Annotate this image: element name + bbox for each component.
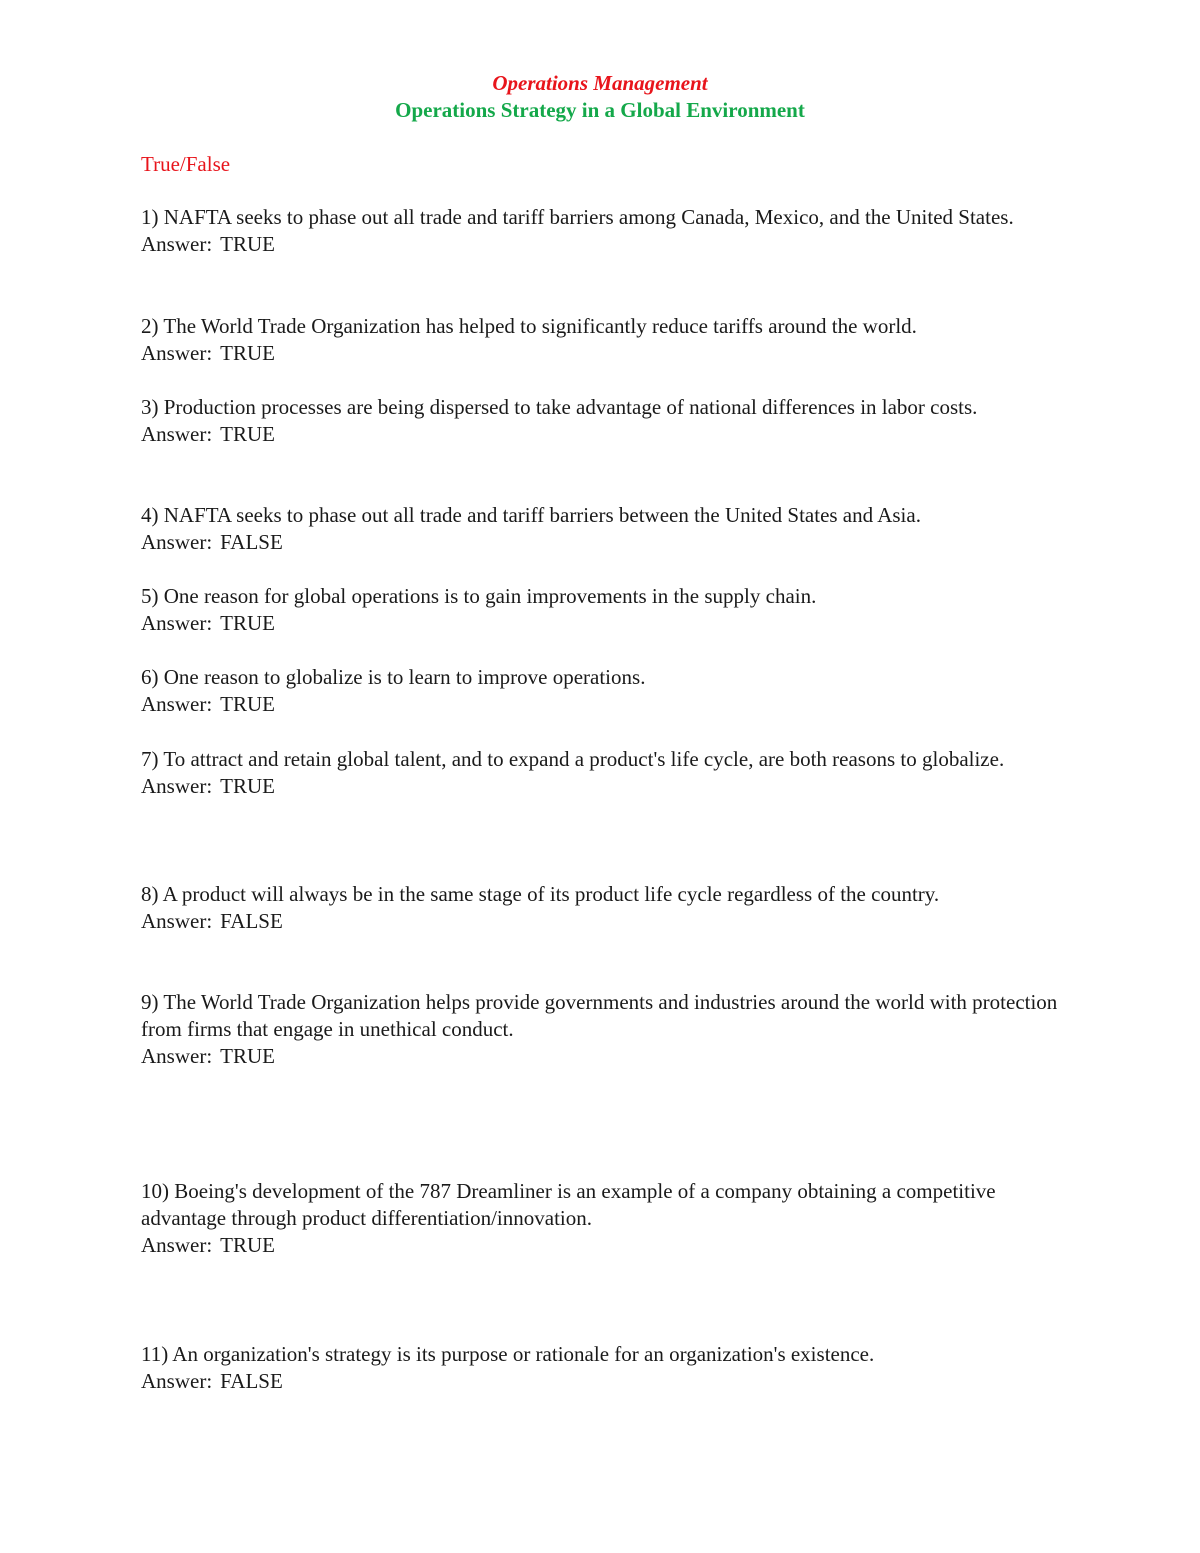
question-answer — [141, 691, 1071, 718]
answer-label: Answer: — [141, 530, 213, 554]
answer-value: TRUE — [220, 692, 275, 716]
question-answer — [141, 1368, 1071, 1395]
question-item — [141, 313, 1071, 367]
document-title: Operations Management — [492, 71, 708, 95]
answer-label: Answer: — [141, 232, 213, 256]
answer-label: Answer: — [141, 341, 213, 365]
question-item — [141, 204, 1071, 258]
question-answer — [141, 610, 1071, 637]
answer-label: Answer: — [141, 909, 213, 933]
question-item — [141, 989, 1076, 1070]
answer-value: TRUE — [220, 422, 275, 446]
question-item — [141, 881, 1071, 935]
answer-label: Answer: — [141, 1233, 213, 1257]
answer-label: Answer: — [141, 692, 213, 716]
question-answer — [141, 773, 1031, 800]
answer-label: Answer: — [141, 1369, 213, 1393]
answer-value: TRUE — [220, 232, 275, 256]
question-item — [141, 1178, 1001, 1259]
question-item — [141, 746, 1031, 800]
question-item — [141, 1341, 1071, 1395]
question-text: 7) To attract and retain global talent, and to expand a product's life cycle, are both reasons to globalize. — [141, 747, 1005, 771]
question-text: 3) Production processes are being dispersed to take advantage of national differences in labor costs. — [141, 395, 978, 419]
question-text: 4) NAFTA seeks to phase out all trade and tariff barriers between the United States and Asia. — [141, 503, 921, 527]
question-text: 8) A product will always be in the same stage of its product life cycle regardless of the country. — [141, 882, 940, 906]
answer-value: TRUE — [220, 1233, 275, 1257]
question-text: 9) The World Trade Organization helps provide governments and industries around the world with protection from firms that engage in unethical conduct. — [141, 990, 1058, 1041]
question-answer — [141, 421, 1031, 448]
question-text: 10) Boeing's development of the 787 Dreamliner is an example of a company obtaining a competitive advantage through product differentiation/innovation. — [141, 1179, 996, 1230]
document-subtitle: Operations Strategy in a Global Environment — [395, 98, 805, 122]
question-text: 11) An organization's strategy is its purpose or rationale for an organization's existence. — [141, 1342, 875, 1366]
question-answer — [141, 1043, 1076, 1070]
question-text: 1) NAFTA seeks to phase out all trade and tariff barriers among Canada, Mexico, and the United States. — [141, 205, 1014, 229]
answer-value: TRUE — [220, 774, 275, 798]
question-text: 6) One reason to globalize is to learn to improve operations. — [141, 665, 646, 689]
answer-value: TRUE — [220, 341, 275, 365]
answer-label: Answer: — [141, 611, 213, 635]
question-answer — [141, 340, 1071, 367]
question-item — [141, 583, 1071, 637]
question-item — [141, 664, 1071, 718]
answer-label: Answer: — [141, 774, 213, 798]
answer-label: Answer: — [141, 422, 213, 446]
question-item — [141, 502, 1071, 556]
question-answer — [141, 529, 1071, 556]
answer-value: TRUE — [220, 611, 275, 635]
answer-value: FALSE — [220, 1369, 283, 1393]
section-heading: True/False — [141, 152, 231, 176]
answer-value: FALSE — [220, 530, 283, 554]
question-text: 5) One reason for global operations is to gain improvements in the supply chain. — [141, 584, 817, 608]
answer-label: Answer: — [141, 1044, 213, 1068]
question-text: 2) The World Trade Organization has helped to significantly reduce tariffs around the world. — [141, 314, 917, 338]
answer-value: FALSE — [220, 909, 283, 933]
question-answer — [141, 1232, 1001, 1259]
question-answer — [141, 908, 1071, 935]
answer-value: TRUE — [220, 1044, 275, 1068]
question-answer — [141, 231, 1071, 258]
question-item — [141, 394, 1031, 448]
